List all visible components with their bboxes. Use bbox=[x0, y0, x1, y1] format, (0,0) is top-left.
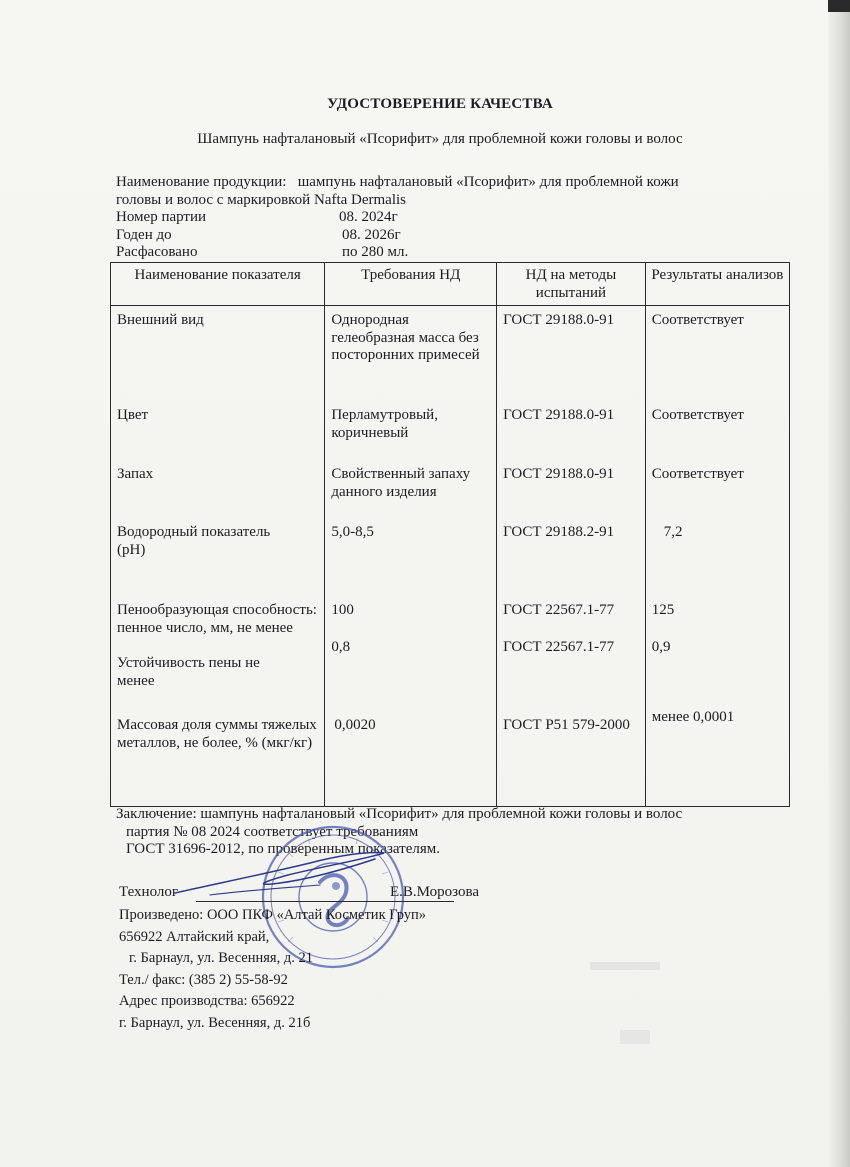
packed-label: Расфасовано bbox=[116, 244, 198, 260]
conclusion-line-2: партия № 08 2024 соответствует требованиям bbox=[126, 823, 419, 840]
footer-postal: 656922 Алтайский край, bbox=[119, 928, 270, 945]
conclusion-line-1: Заключение: шампунь нафталановый «Псорифит» для проблемной кожи головы и волос bbox=[116, 806, 683, 822]
indicator-foam-stability: Устойчивость пены не менее bbox=[117, 655, 260, 689]
footer-address: г. Барнаул, ул. Весенняя, д. 21 bbox=[129, 950, 313, 966]
method-appearance: ГОСТ 29188.0-91 bbox=[503, 312, 615, 328]
indicator-foaming: Пенообразующая способность: пенное число, мм, не менее bbox=[117, 602, 317, 636]
page-edge-shadow bbox=[828, 0, 850, 1167]
method-odor: ГОСТ 29188.0-91 bbox=[503, 466, 615, 482]
product-name-row-2 bbox=[116, 192, 679, 210]
result-foaming: 125 bbox=[651, 602, 675, 618]
header-indicator: Наименование показателя bbox=[111, 263, 325, 306]
footer-production-address: Адрес производства: 656922 bbox=[119, 993, 295, 1009]
result-odor: Соответствует bbox=[651, 466, 744, 482]
product-name-label: Наименование продукции: bbox=[116, 174, 287, 190]
result-color: Соответствует bbox=[651, 407, 744, 423]
product-name-value: шампунь нафталановый «Псорифит» для проблемной кожи bbox=[297, 174, 679, 190]
expiry-row bbox=[116, 227, 679, 245]
packed-row bbox=[116, 244, 679, 262]
product-name-row bbox=[116, 174, 679, 192]
requirement-heavy-metals: 0,0020 bbox=[334, 717, 376, 733]
indicator-odor: Запах bbox=[117, 466, 154, 482]
indicator-column bbox=[111, 306, 325, 807]
signoff-role: Технолог bbox=[119, 884, 179, 900]
requirement-appearance: Однородная гелеобразная масса без посторонних примесей bbox=[331, 312, 480, 363]
batch-value: 08. 2024г bbox=[339, 209, 398, 225]
indicator-ph: Водородный показатель (pH) bbox=[117, 524, 271, 558]
expiry-label: Годен до bbox=[116, 226, 172, 243]
header-result: Результаты анализов bbox=[645, 263, 789, 306]
signoff-name: Е.В.Морозова bbox=[389, 884, 479, 900]
requirement-foam-stability: 0,8 bbox=[331, 639, 351, 655]
requirement-foaming: 100 bbox=[331, 602, 354, 618]
table-header-row bbox=[111, 263, 790, 306]
batch-row bbox=[116, 209, 679, 227]
expiry-value: 08. 2026г bbox=[342, 226, 401, 243]
document-subtitle: Шампунь нафталановый «Псорифит» для проблемной кожи головы и волос bbox=[197, 131, 683, 147]
indicator-appearance: Внешний вид bbox=[117, 312, 204, 328]
result-heavy-metals: менее 0,0001 bbox=[651, 709, 735, 725]
method-heavy-metals: ГОСТ Р51 579-2000 bbox=[503, 717, 630, 733]
quality-table bbox=[110, 262, 790, 807]
product-name-value-2: головы и волос с маркировкой Nafta Dermalis bbox=[116, 191, 407, 208]
faint-bleedthrough-mark bbox=[580, 960, 700, 1060]
method-column bbox=[497, 306, 646, 807]
requirement-ph: 5,0-8,5 bbox=[331, 524, 374, 540]
footer-production-street: г. Барнаул, ул. Весенняя, д. 21б bbox=[119, 1014, 311, 1031]
result-column bbox=[645, 306, 789, 807]
conclusion-line-3: ГОСТ 31696-2012, по проверенным показателям. bbox=[126, 841, 440, 857]
manufacturer-footer bbox=[119, 905, 426, 1034]
requirement-color: Перламутровый, коричневый bbox=[331, 407, 438, 441]
scan-corner bbox=[828, 0, 850, 12]
header-requirement: Требования НД bbox=[325, 263, 497, 306]
method-foaming: ГОСТ 22567.1-77 bbox=[503, 602, 615, 618]
result-foam-stability: 0,9 bbox=[651, 639, 671, 655]
indicator-heavy-metals: Массовая доля суммы тяжелых металлов, не более, % (мкг/кг) bbox=[117, 717, 317, 751]
table-body-row bbox=[111, 306, 790, 807]
packed-value: по 280 мл. bbox=[342, 244, 409, 260]
header-method: НД на методы испытаний bbox=[497, 263, 646, 306]
result-appearance: Соответствует bbox=[651, 312, 744, 328]
method-color: ГОСТ 29188.0-91 bbox=[503, 407, 615, 423]
batch-label: Номер партии bbox=[116, 209, 207, 225]
product-info bbox=[116, 174, 679, 262]
document-title: УДОСТОВЕРЕНИЕ КАЧЕСТВА bbox=[327, 96, 553, 112]
method-ph: ГОСТ 29188.2-91 bbox=[503, 524, 615, 540]
signature-line bbox=[196, 901, 454, 902]
indicator-color: Цвет bbox=[117, 407, 149, 423]
result-ph: 7,2 bbox=[663, 524, 683, 540]
requirement-column bbox=[325, 306, 497, 807]
method-foam-stability: ГОСТ 22567.1-77 bbox=[503, 639, 615, 655]
signoff-row bbox=[119, 884, 479, 901]
footer-manufacturer: Произведено: ООО ПКФ «Алтай Косметик Груп» bbox=[119, 907, 427, 923]
requirement-odor: Свойственный запаху данного изделия bbox=[331, 466, 471, 500]
footer-phone: Тел./ факс: (385 2) 55-58-92 bbox=[119, 971, 288, 988]
